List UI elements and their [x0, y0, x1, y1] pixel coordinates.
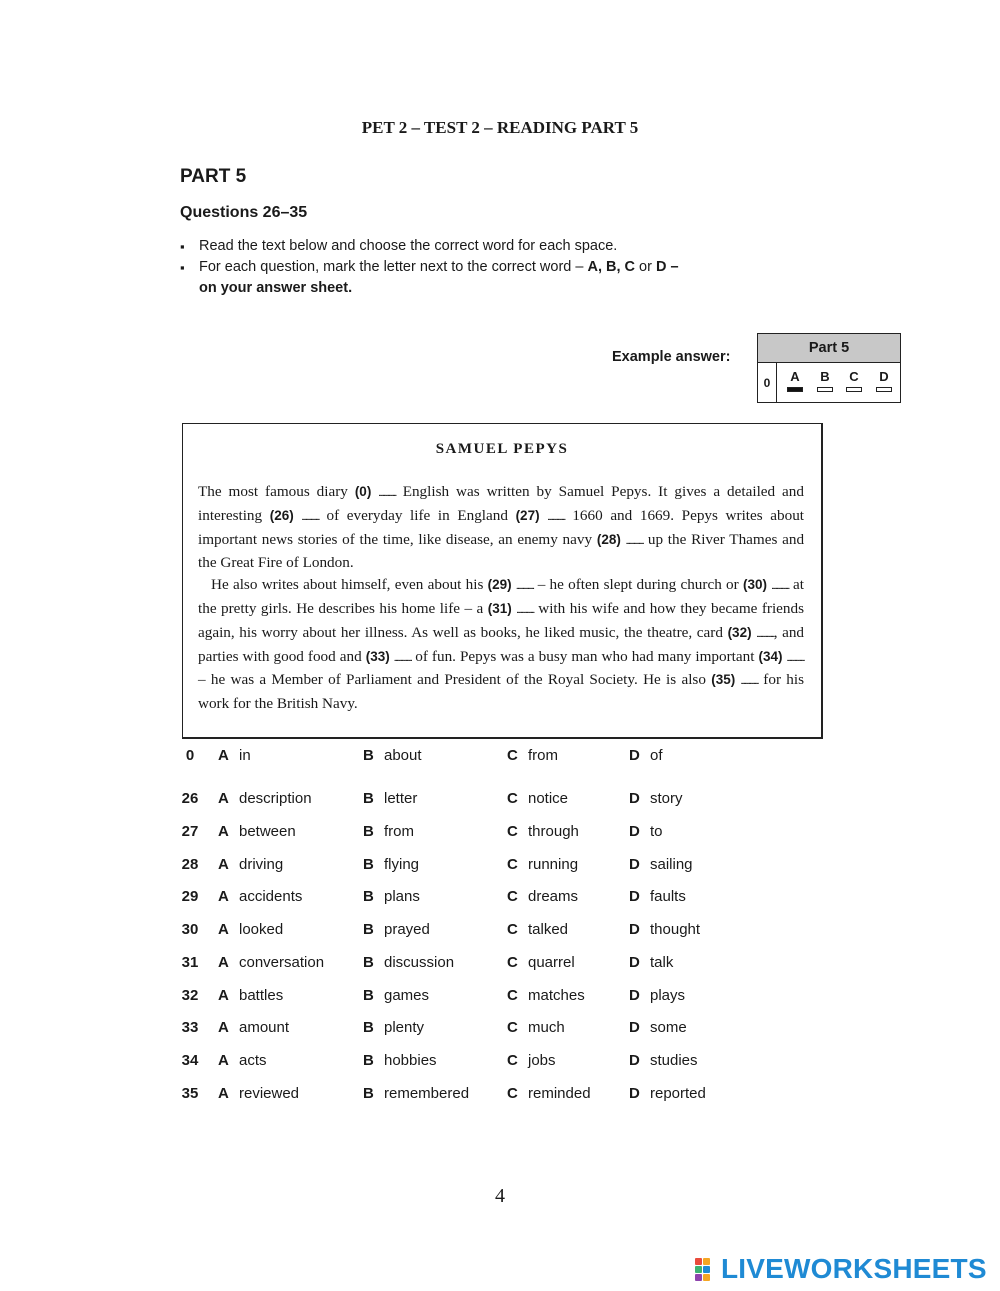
- option-d[interactable]: [629, 987, 685, 1004]
- option-letter: B: [363, 790, 374, 807]
- option-letter: C: [507, 790, 518, 807]
- question-row: [0, 747, 1000, 771]
- option-c[interactable]: [507, 747, 558, 764]
- option-d[interactable]: [629, 823, 663, 840]
- option-letter: C: [507, 823, 518, 840]
- option-d[interactable]: [629, 790, 683, 807]
- question-number: 31: [181, 954, 199, 971]
- option-word: acts: [239, 1052, 267, 1069]
- option-b[interactable]: [363, 1052, 437, 1069]
- option-word: matches: [528, 987, 585, 1004]
- gap-marker: (32): [727, 624, 752, 640]
- option-d[interactable]: [629, 856, 693, 873]
- option-letter: C: [507, 954, 518, 971]
- option-letter: B: [363, 987, 374, 1004]
- option-c[interactable]: [507, 1052, 556, 1069]
- example-answer-row: [758, 363, 900, 403]
- option-b[interactable]: [363, 1019, 424, 1036]
- passage-paragraph: He also writes about himself, even about his (29) .............. – he often slept during church or (30) .............. at the pretty girls. He describes his home life – a (31) .............. with his wife and how they became friends again, his worry about her illness. As well as books, he liked music, the theatre, card (32) .............., and parties with good food and (33) .............. of fun. Pepys was a busy man who had many important (34) .............. – he was a Member of Parliament and President of the Royal Society. He is also (35) .............. for his work for the British Navy.: [198, 576, 805, 713]
- question-row: [0, 987, 1000, 1011]
- option-c[interactable]: [507, 790, 568, 807]
- gap-marker: (30): [742, 577, 767, 593]
- option-letter: B: [363, 856, 374, 873]
- brand-name: LIVEWORKSHEETS: [721, 1253, 987, 1284]
- gap-marker: (28): [596, 531, 621, 547]
- option-word: letter: [384, 790, 418, 807]
- option-letter: C: [507, 1052, 518, 1069]
- option-letter: A: [218, 921, 229, 938]
- option-letter: C: [507, 856, 518, 873]
- question-number: 26: [181, 790, 199, 807]
- option-word: to: [650, 823, 663, 840]
- option-word: talked: [528, 921, 569, 938]
- option-letter: C: [507, 987, 518, 1004]
- option-c[interactable]: [507, 987, 585, 1004]
- option-letter: D: [629, 1019, 640, 1036]
- option-word: prayed: [384, 921, 430, 938]
- option-letter: C: [507, 921, 518, 938]
- option-a[interactable]: [218, 888, 302, 905]
- option-word: of: [650, 747, 663, 764]
- option-letter: A: [218, 1019, 229, 1036]
- option-word: games: [384, 987, 430, 1004]
- option-c[interactable]: [507, 888, 578, 905]
- option-a[interactable]: [218, 747, 251, 764]
- option-word: conversation: [239, 954, 325, 971]
- instruction-letter-d: D –: [655, 259, 679, 275]
- option-letter: D: [629, 921, 640, 938]
- option-word: discussion: [384, 954, 455, 971]
- option-word: remembered: [384, 1085, 470, 1102]
- option-word: in: [239, 747, 251, 764]
- option-word: between: [239, 823, 296, 840]
- instruction-letters: A, B, C: [587, 259, 635, 275]
- option-letter: A: [218, 790, 229, 807]
- option-word: sailing: [650, 856, 693, 873]
- option-letter: D: [629, 747, 640, 764]
- question-number: 32: [181, 987, 199, 1004]
- option-word: description: [239, 790, 312, 807]
- option-letter: D: [629, 790, 640, 807]
- option-letter: B: [363, 888, 374, 905]
- option-word: plenty: [384, 1019, 425, 1036]
- option-c[interactable]: [507, 1019, 565, 1036]
- question-row: [0, 954, 1000, 978]
- gap-marker: (0): [354, 484, 372, 499]
- option-letter: A: [218, 954, 229, 971]
- option-letter: A: [218, 1085, 229, 1102]
- option-word: running: [528, 856, 579, 873]
- gap-marker: (26): [269, 507, 294, 523]
- option-word: studies: [650, 1052, 698, 1069]
- gap-dots: ..............: [740, 675, 759, 688]
- option-letter: B: [363, 1085, 374, 1102]
- example-option-c: C: [844, 369, 864, 392]
- answer-mark: [846, 387, 862, 392]
- gap-marker: (34): [758, 648, 783, 664]
- passage-title: SAMUEL PEPYS: [435, 441, 569, 457]
- option-letter: B: [363, 921, 374, 938]
- option-d[interactable]: [629, 1019, 687, 1036]
- option-word: dreams: [528, 888, 579, 905]
- question-number: 29: [181, 888, 199, 905]
- option-word: some: [650, 1019, 687, 1036]
- option-letter: D: [629, 987, 640, 1004]
- question-row: [0, 1085, 1000, 1109]
- option-word: notice: [528, 790, 569, 807]
- option-letter: B: [363, 954, 374, 971]
- option-letter: D: [629, 1052, 640, 1069]
- option-word: talk: [650, 954, 674, 971]
- answer-mark: [817, 387, 833, 392]
- option-word: through: [528, 823, 579, 840]
- question-row: [0, 823, 1000, 847]
- instructions-list: [180, 236, 780, 299]
- page-number: 4: [495, 1185, 505, 1207]
- option-a[interactable]: [218, 1052, 267, 1069]
- option-letter: D: [629, 823, 640, 840]
- option-word: story: [650, 790, 683, 807]
- option-b[interactable]: [363, 790, 417, 807]
- option-a[interactable]: [218, 823, 296, 840]
- answer-mark-filled: [787, 387, 803, 392]
- option-d[interactable]: [629, 921, 700, 938]
- gap-dots: ..............: [516, 603, 534, 616]
- option-word: accidents: [239, 888, 303, 905]
- option-letter: A: [218, 987, 229, 1004]
- example-number: 0: [758, 363, 777, 403]
- option-b[interactable]: [363, 954, 454, 971]
- option-b[interactable]: [363, 888, 420, 905]
- option-letter: D: [629, 856, 640, 873]
- option-letter: D: [629, 1085, 640, 1102]
- instruction-or: or: [639, 259, 652, 275]
- gap-dots: ..............: [786, 651, 804, 664]
- option-b[interactable]: [363, 747, 422, 764]
- passage-paragraph: The most famous diary (0) .............. English was written by Samuel Pepys. It gives a detailed and interesting (26) .............. of everyday life in England (27) .............. 1660 and 1669. Pepys writes about important news stories of the time, like disease, an enemy navy (28) .............. up the River Thames and the Great Fire of London.: [198, 483, 805, 572]
- gap-dots: ..............: [547, 510, 565, 523]
- logo-block: [703, 1266, 710, 1273]
- logo-block: [695, 1258, 702, 1265]
- option-b[interactable]: [363, 856, 419, 873]
- option-word: amount: [239, 1019, 290, 1036]
- question-row: [0, 790, 1000, 814]
- option-word: jobs: [528, 1052, 556, 1069]
- example-answer-box: [757, 333, 901, 403]
- option-b[interactable]: [363, 1085, 469, 1102]
- passage-box: [182, 423, 823, 739]
- gap-dots: ..............: [515, 580, 534, 593]
- example-box-title: Part 5: [758, 334, 900, 363]
- part-heading: PART 5: [180, 166, 247, 187]
- instruction-text: For each question, mark the letter next to the correct word –: [199, 259, 584, 275]
- option-word: looked: [239, 921, 284, 938]
- answer-mark: [876, 387, 892, 392]
- option-word: plays: [650, 987, 686, 1004]
- option-word: hobbies: [384, 1052, 437, 1069]
- option-word: reminded: [528, 1085, 591, 1102]
- question-number: 30: [181, 921, 199, 938]
- option-letter: C: [507, 747, 518, 764]
- example-option-d: D: [874, 369, 894, 392]
- instruction-item: [180, 257, 780, 299]
- option-letter: C: [507, 1085, 518, 1102]
- logo-block: [703, 1258, 710, 1265]
- instruction-text: Read the text below and choose the correct word for each space.: [199, 238, 618, 254]
- option-word: plans: [384, 888, 420, 905]
- option-word: about: [384, 747, 422, 764]
- gap-dots: ..............: [756, 627, 774, 640]
- gap-dots: ..............: [378, 487, 396, 499]
- instruction-answer-sheet: on your answer sheet.: [199, 280, 353, 296]
- question-row: [0, 1052, 1000, 1076]
- option-word: faults: [650, 888, 686, 905]
- question-number: 33: [181, 1019, 199, 1036]
- option-d[interactable]: [629, 747, 663, 764]
- option-letter: C: [507, 1019, 518, 1036]
- option-c[interactable]: [507, 954, 575, 971]
- option-b[interactable]: [363, 823, 414, 840]
- option-d[interactable]: [629, 1052, 698, 1069]
- option-letter: B: [363, 747, 374, 764]
- question-number: 0: [185, 747, 195, 764]
- question-row: [0, 888, 1000, 912]
- gap-dots: ..............: [625, 534, 644, 547]
- option-letter: A: [218, 856, 229, 873]
- option-letter: B: [363, 823, 374, 840]
- question-row: [0, 921, 1000, 945]
- gap-marker: (33): [365, 648, 390, 664]
- option-c[interactable]: [507, 921, 568, 938]
- option-c[interactable]: [507, 1085, 591, 1102]
- option-word: from: [384, 823, 414, 840]
- question-number: 35: [181, 1085, 199, 1102]
- option-word: reviewed: [239, 1085, 300, 1102]
- option-word: much: [528, 1019, 565, 1036]
- option-a[interactable]: [218, 1085, 299, 1102]
- option-d[interactable]: [629, 888, 686, 905]
- logo-block: [703, 1274, 710, 1281]
- option-c[interactable]: [507, 856, 578, 873]
- option-letter: A: [218, 1052, 229, 1069]
- question-number: 34: [181, 1052, 199, 1069]
- option-c[interactable]: [507, 823, 579, 840]
- question-number: 28: [181, 856, 199, 873]
- option-letter: B: [363, 1052, 374, 1069]
- option-a[interactable]: [218, 987, 283, 1004]
- option-b[interactable]: [363, 921, 430, 938]
- option-word: from: [528, 747, 558, 764]
- logo-blocks-icon: [695, 1258, 719, 1282]
- document-title: PET 2 – TEST 2 – READING PART 5: [361, 118, 639, 137]
- gap-marker: (31): [487, 600, 512, 616]
- example-answer-label: Example answer:: [612, 349, 731, 365]
- question-number: 27: [181, 823, 199, 840]
- option-letter: D: [629, 888, 640, 905]
- gap-marker: (35): [711, 672, 736, 688]
- option-word: battles: [239, 987, 284, 1004]
- gap-marker: (29): [487, 577, 512, 593]
- option-word: reported: [650, 1085, 706, 1102]
- option-letter: D: [629, 954, 640, 971]
- gap-dots: ..............: [301, 510, 319, 523]
- option-word: flying: [384, 856, 420, 873]
- question-row: [0, 856, 1000, 880]
- option-letter: A: [218, 823, 229, 840]
- passage-text: [198, 481, 804, 715]
- option-letter: C: [507, 888, 518, 905]
- option-letter: A: [218, 747, 229, 764]
- option-letter: B: [363, 1019, 374, 1036]
- option-a[interactable]: [218, 921, 283, 938]
- option-d[interactable]: [629, 954, 673, 971]
- option-a[interactable]: [218, 856, 283, 873]
- option-a[interactable]: [218, 790, 312, 807]
- gap-marker: (27): [515, 507, 540, 523]
- gap-dots: ..............: [771, 580, 789, 593]
- option-b[interactable]: [363, 987, 429, 1004]
- option-word: quarrel: [528, 954, 575, 971]
- option-a[interactable]: [218, 1019, 289, 1036]
- option-a[interactable]: [218, 954, 324, 971]
- option-letter: A: [218, 888, 229, 905]
- example-option-b: B: [815, 369, 835, 392]
- option-word: driving: [239, 856, 284, 873]
- logo-block: [695, 1266, 702, 1273]
- question-row: [0, 1019, 1000, 1043]
- option-d[interactable]: [629, 1085, 706, 1102]
- example-option-a: A: [785, 369, 805, 392]
- option-word: thought: [650, 921, 701, 938]
- gap-dots: ..............: [393, 651, 412, 664]
- questions-heading: Questions 26–35: [180, 204, 308, 221]
- logo-block: [695, 1274, 702, 1281]
- instruction-item: [180, 236, 780, 257]
